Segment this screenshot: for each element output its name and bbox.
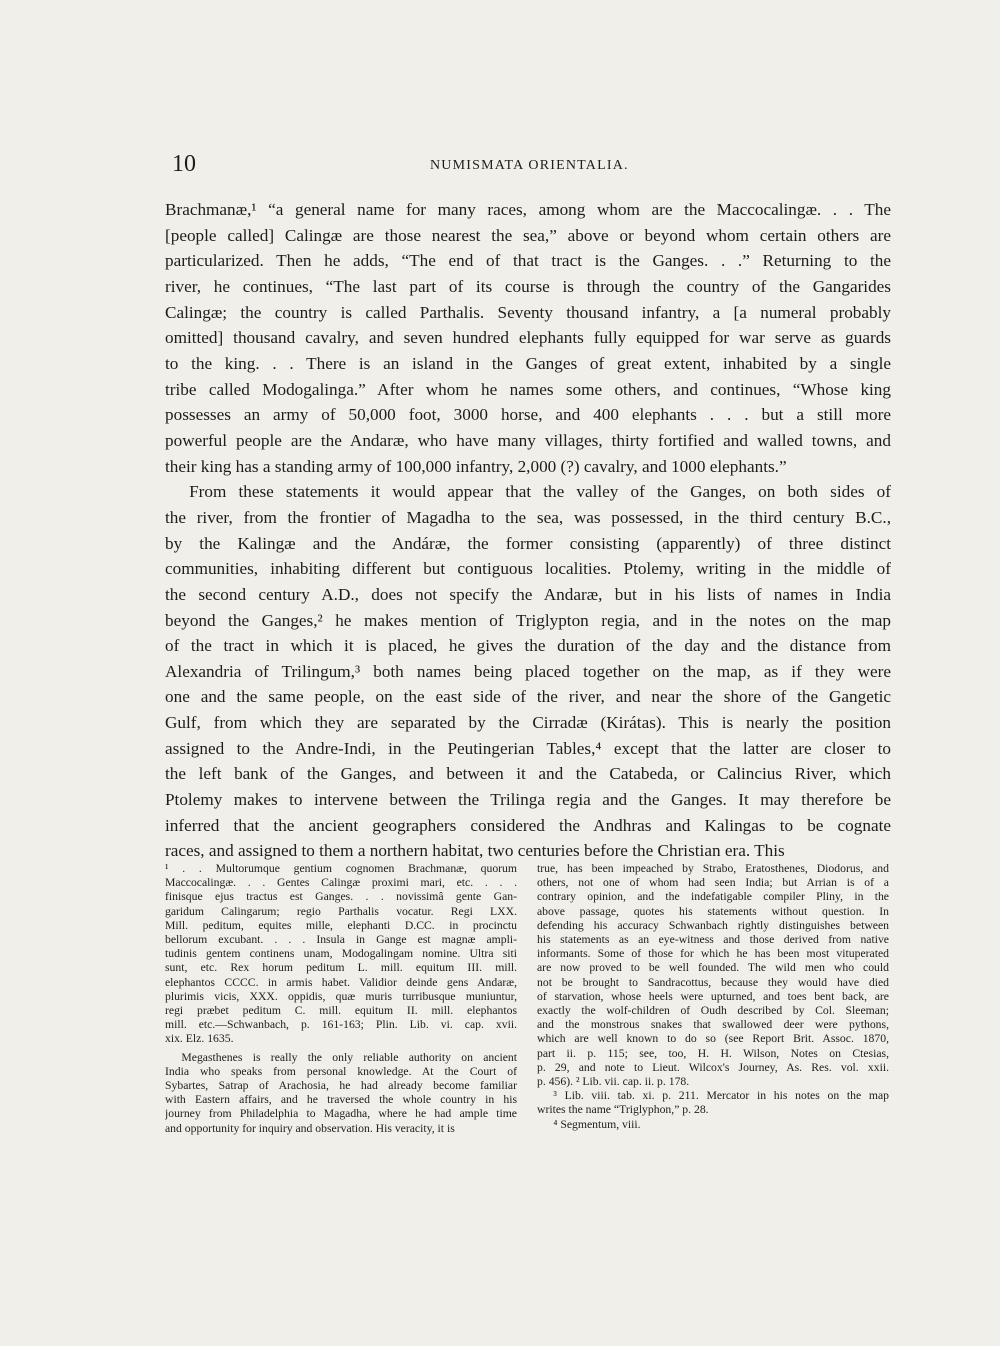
page-number: 10 — [172, 151, 196, 177]
text-line: ¹ . . Multorumque gentium cognomen Brachmanæ, quorum — [165, 862, 517, 875]
text-line: which are well known to do so (see Report Brit. Assoc. 1870, — [537, 1032, 889, 1046]
text-line: Mill. peditum, equites mille, elephanti D.CC. in procinctu — [165, 918, 517, 932]
text-line: and the monstrous snakes that swallowed deer were pythons, — [537, 1018, 889, 1032]
text-line: From these statements it would appear that the valley of the Ganges, on both sides of — [189, 482, 891, 502]
text-line: exactly the wolf-children of Oudh described by Col. Sleeman; — [537, 1004, 889, 1018]
text-line: ⁴ Segmentum, viii. — [553, 1117, 641, 1131]
text-line: and opportunity for inquiry and observation. His veracity, it is — [165, 1121, 455, 1135]
text-line: particularized. Then he adds, “The end of that tract is the Ganges. . .” Returning to the — [165, 251, 891, 271]
text-line: xix. Elz. 1635. — [165, 1032, 234, 1046]
text-line: elephantos CCCC. in armis habet. Validior deinde gens Andaræ, — [165, 975, 517, 989]
text-line: p. 456). ² Lib. vii. cap. ii. p. 178. — [537, 1075, 690, 1089]
text-line: regi præbet peditum C. mill. equitum II. mill. elephantos — [165, 1004, 517, 1018]
text-line: possesses an army of 50,000 foot, 3000 horse, and 400 elephants . . . but a still more — [165, 405, 891, 425]
text-line: the left bank of the Ganges, and between it and the Catabeda, or Calincius River, which — [165, 764, 891, 784]
text-line: Sybartes, Satrap of Arachosia, he had already become familiar — [165, 1079, 517, 1093]
footnotes-right-column — [537, 862, 889, 1132]
text-line: the second century A.D., does not specify the Andaræ, but in his lists of names in India — [165, 584, 891, 604]
text-line: not be brought to Sandracottus, because they would have died — [537, 975, 889, 989]
text-line: inferred that the ancient geographers considered the Andhras and Kalingas to be cognate — [165, 815, 891, 835]
text-line: Ptolemy makes to intervene between the Trilinga regia and the Ganges. It may therefore be — [165, 790, 891, 810]
text-line: part ii. p. 115; see, too, H. H. Wilson, Notes on Ctesias, — [537, 1046, 889, 1060]
text-line: Megasthenes is really the only reliable authority on ancient — [181, 1050, 517, 1064]
text-line: sunt, etc. Rex horum peditum L. mill. equitum III. mill. — [165, 961, 517, 975]
text-line: journey from Philadelphia to Magadha, where he had ample time — [165, 1107, 517, 1121]
text-line: others, not one of whom had seen India; but Arrian is of a — [537, 876, 889, 890]
text-line: ³ Lib. viii. tab. xi. p. 211. Mercator in his notes on the map — [553, 1089, 889, 1103]
footnotes-left-column — [165, 862, 517, 1136]
text-line: communities, inhabiting different but contiguous localities. Ptolemy, writing in the middle of — [165, 559, 891, 579]
text-line: Brachmanæ,¹ “a general name for many races, among whom are the Maccocalingæ. . . The — [165, 200, 891, 219]
main-text — [165, 197, 891, 864]
text-line: garidum Calingarum; regio Parthalis vocatur. Regi LXX. — [165, 904, 517, 918]
text-line: [people called] Calingæ are those nearest the sea,” above or beyond whom certain others are — [165, 225, 891, 245]
text-line: contrary opinion, and the indefatigable compiler Pliny, in the — [537, 890, 889, 904]
text-line: Alexandria of Trilingum,³ both names being placed together on the map, as if they were — [165, 661, 891, 681]
text-line: bellorum excubant. . . . Insula in Gange est magnæ ampli- — [165, 933, 517, 947]
text-line: by the Kalingæ and the Andáræ, the former consisting (apparently) of three distinct — [165, 533, 891, 553]
text-line: races, and assigned to them a northern habitat, two centuries before the Christian era. This — [165, 841, 785, 861]
text-line: informants. Some of those for which he has been most vituperated — [537, 947, 889, 961]
text-line: their king has a standing army of 100,000 infantry, 2,000 (?) cavalry, and 1000 elephants.” — [165, 456, 787, 476]
text-line: Maccocalingæ. . . Gentes Calingæ proximi mari, etc. . . . — [165, 876, 517, 890]
text-line: of the tract in which it is placed, he gives the duration of the day and the distance from — [165, 636, 891, 656]
text-line: defending his accuracy Schwanbach rightly distinguishes between — [537, 918, 889, 932]
text-line: Gulf, from which they are separated by the Cirradæ (Kirátas). This is nearly the position — [165, 713, 891, 733]
text-line: powerful people are the Andaræ, who have many villages, thirty fortified and walled towns, and — [165, 430, 891, 450]
running-title: NUMISMATA ORIENTALIA. — [430, 158, 629, 173]
text-line: tribe called Modogalinga.” After whom he names some others, and continues, “Whose king — [165, 379, 891, 399]
text-line: to the king. . . There is an island in the Ganges of great extent, inhabited by a single — [165, 353, 891, 373]
text-line: with Eastern affairs, and he traversed the whole country in his — [165, 1093, 517, 1107]
text-line: p. 29, and note to Lieut. Wilcox's Journey, As. Res. vol. xxii. — [537, 1060, 889, 1074]
text-line: his statements as an eye-witness and those derived from native — [537, 933, 889, 947]
text-line: India who speaks from personal knowledge. At the Court of — [165, 1064, 517, 1078]
text-line: finisque ejus tractus est Ganges. . . novissimâ gente Gan- — [165, 890, 517, 904]
text-line: of starvation, whose heels were upturned, and toes bent back, are — [537, 989, 889, 1003]
text-line: one and the same people, on the east side of the river, and near the shore of the Gangetic — [165, 687, 891, 707]
text-line: Calingæ; the country is called Parthalis. Seventy thousand infantry, a [a numeral probably — [165, 302, 891, 322]
text-line: above passage, quotes his statements without question. In — [537, 904, 889, 918]
text-line: omitted] thousand cavalry, and seven hundred elephants fully equipped for war serve as guards — [165, 328, 891, 348]
text-line: tudinis gentem continens unam, Modogalingam nomine. Ultra siti — [165, 947, 517, 961]
text-line: mill. etc.—Schwanbach, p. 161-163; Plin. Lib. vi. cap. xvii. — [165, 1018, 517, 1032]
text-line: assigned to the Andre-Indi, in the Peutingerian Tables,⁴ except that the latter are closer to — [165, 738, 891, 758]
text-line: beyond the Ganges,² he makes mention of Triglypton regia, and in the notes on the map — [165, 610, 891, 630]
text-line: writes the name “Triglyphon,” p. 28. — [537, 1103, 709, 1117]
text-line: the river, from the frontier of Magadha to the sea, was possessed, in the third century B.C., — [165, 507, 891, 527]
text-line: plurimis vicis, XXX. oppidis, quæ muris turribusque muniuntur, — [165, 989, 517, 1003]
text-line: river, he continues, “The last part of its course is through the country of the Gangarides — [165, 276, 891, 296]
text-line: are now proved to be well founded. The wild men who could — [537, 961, 889, 975]
text-line: true, has been impeached by Strabo, Eratosthenes, Diodorus, and — [537, 862, 889, 875]
